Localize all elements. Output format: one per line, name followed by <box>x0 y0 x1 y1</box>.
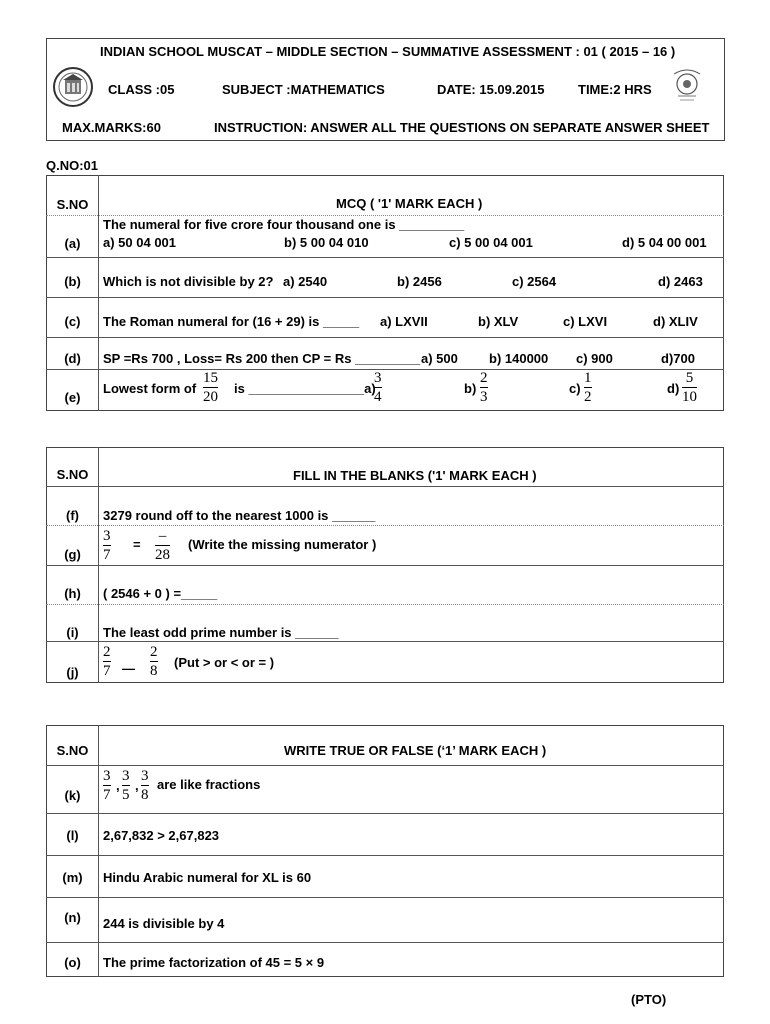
question-label-f: (f) <box>66 508 79 523</box>
question-c-option-d: d) XLIV <box>653 314 698 329</box>
fraction-denominator: 8 <box>150 663 158 679</box>
mcq-sno-header: S.NO <box>56 197 89 212</box>
row-divider <box>46 813 724 814</box>
question-number: Q.NO:01 <box>46 158 99 173</box>
question-label-g: (g) <box>64 547 81 562</box>
question-a-option-c: c) 5 00 04 001 <box>449 235 533 250</box>
fraction-numerator: 3 <box>374 370 382 386</box>
fraction-numerator: – <box>158 528 167 544</box>
question-e-option-d-label: d) <box>667 381 680 396</box>
question-d-option-a: a) 500 <box>421 351 458 366</box>
tf-title: WRITE TRUE OR FALSE (‘1’ MARK EACH ) <box>284 743 547 758</box>
fraction-separator: , <box>135 778 139 793</box>
question-a-text: The numeral for five crore four thousand one is _________ <box>103 217 465 232</box>
fraction-denominator: 28 <box>155 547 170 563</box>
question-label-b: (b) <box>64 274 81 289</box>
question-d-text: SP =Rs 700 , Loss= Rs 200 then CP = Rs _________ <box>103 351 421 366</box>
question-f-text: 3279 round off to the nearest 1000 is ______ <box>103 508 376 523</box>
fraction-denominator: 5 <box>122 787 130 803</box>
row-divider <box>46 257 724 258</box>
row-divider <box>46 525 724 526</box>
question-a-option-b: b) 5 00 04 010 <box>284 235 369 250</box>
fraction-numerator: 3 <box>141 768 149 784</box>
question-label-m: (m) <box>62 870 83 885</box>
question-n-text: 244 is divisible by 4 <box>103 916 225 931</box>
question-k-text: are like fractions <box>157 777 261 792</box>
fill-title: FILL IN THE BLANKS ('1' MARK EACH ) <box>293 468 537 483</box>
question-e-fraction <box>203 370 218 405</box>
mcq-header-divider <box>46 215 724 216</box>
question-label-h: (h) <box>64 586 81 601</box>
question-label-c: (c) <box>64 314 81 329</box>
question-b-option-b: b) 2456 <box>397 274 442 289</box>
fraction-numerator: 2 <box>150 644 158 660</box>
fraction-denominator: 3 <box>480 389 488 405</box>
row-divider <box>46 855 724 856</box>
fraction-denominator: 7 <box>103 547 111 563</box>
question-c-text: The Roman numeral for (16 + 29) is _____ <box>103 314 360 329</box>
pto-label: (PTO) <box>631 992 667 1007</box>
question-k-fraction-3 <box>141 768 149 803</box>
tf-sno-header: S.NO <box>56 743 89 758</box>
row-divider <box>46 641 724 642</box>
question-a-option-a: a) 50 04 001 <box>103 235 177 250</box>
question-e-option-b-label: b) <box>464 381 477 396</box>
question-k-fraction-1 <box>103 768 111 803</box>
question-d-option-c: c) 900 <box>576 351 613 366</box>
equals-sign: = <box>133 537 141 552</box>
subject-label: SUBJECT :MATHEMATICS <box>222 82 385 97</box>
tf-col-divider <box>98 725 99 977</box>
school-title: INDIAN SCHOOL MUSCAT – MIDDLE SECTION – SUMMATIVE ASSESSMENT : 01 ( 2015 – 16 ) <box>100 44 676 59</box>
fraction-numerator: 2 <box>480 370 488 386</box>
time-label: TIME:2 HRS <box>578 82 652 97</box>
fraction-numerator: 1 <box>584 370 592 386</box>
class-label: CLASS :05 <box>108 82 175 97</box>
fraction-denominator: 7 <box>103 663 111 679</box>
question-j-text: (Put > or < or = ) <box>174 655 275 670</box>
question-m-text: Hindu Arabic numeral for XL is 60 <box>103 870 312 885</box>
question-d-option-d: d)700 <box>661 351 695 366</box>
question-e-option-d <box>682 370 697 405</box>
true-false-table <box>46 725 724 977</box>
question-j-right-fraction <box>150 644 158 679</box>
question-label-j: (j) <box>66 665 79 680</box>
fraction-denominator: 20 <box>203 389 218 405</box>
question-label-o: (o) <box>64 955 81 970</box>
question-label-n: (n) <box>64 910 81 925</box>
fraction-separator: , <box>116 778 120 793</box>
question-i-text: The least odd prime number is ______ <box>103 625 339 640</box>
question-g-right-fraction <box>155 528 170 563</box>
question-h-text: ( 2546 + 0 ) =_____ <box>103 586 218 601</box>
question-j-left-fraction <box>103 644 111 679</box>
question-label-e: (e) <box>64 390 81 405</box>
question-g-text: (Write the missing numerator ) <box>188 537 377 552</box>
fraction-numerator: 2 <box>103 644 111 660</box>
question-label-l: (l) <box>66 828 79 843</box>
fraction-denominator: 8 <box>141 787 149 803</box>
question-c-option-c: c) LXVI <box>563 314 608 329</box>
fill-sno-header: S.NO <box>56 467 89 482</box>
mcq-col-divider <box>98 175 99 411</box>
row-divider <box>46 369 724 370</box>
mcq-title: MCQ ( '1' MARK EACH ) <box>336 196 483 211</box>
question-e-option-a <box>374 370 382 405</box>
row-divider <box>46 897 724 898</box>
question-b-option-d: d) 2463 <box>658 274 703 289</box>
tf-header-divider <box>46 765 724 766</box>
question-label-a: (a) <box>64 236 81 251</box>
question-b-text: Which is not divisible by 2? <box>103 274 274 289</box>
question-label-d: (d) <box>64 351 81 366</box>
row-divider <box>46 337 724 338</box>
fraction-numerator: 5 <box>685 370 694 386</box>
fraction-denominator: 4 <box>374 389 382 405</box>
row-divider <box>46 297 724 298</box>
comparison-blank: — <box>122 661 135 676</box>
question-e-text: Lowest form of <box>103 381 197 396</box>
emblem-icon <box>664 66 710 106</box>
question-b-option-c: c) 2564 <box>512 274 557 289</box>
question-c-option-a: a) LXVII <box>380 314 428 329</box>
question-e-option-b <box>480 370 488 405</box>
fraction-numerator: 3 <box>122 768 130 784</box>
question-e-option-c <box>584 370 592 405</box>
question-d-option-b: b) 140000 <box>489 351 549 366</box>
row-divider <box>46 604 724 605</box>
question-label-k: (k) <box>64 788 81 803</box>
row-divider <box>46 565 724 566</box>
fill-header-divider <box>46 486 724 487</box>
instruction-text: INSTRUCTION: ANSWER ALL THE QUESTIONS ON SEPARATE ANSWER SHEET <box>214 120 710 135</box>
school-logo-icon <box>52 66 94 108</box>
question-g-left-fraction <box>103 528 111 563</box>
fraction-numerator: 15 <box>203 370 218 386</box>
question-l-text: 2,67,832 > 2,67,823 <box>103 828 220 843</box>
question-c-option-b: b) XLV <box>478 314 519 329</box>
fraction-numerator: 3 <box>103 528 111 544</box>
question-b-option-a: a) 2540 <box>283 274 328 289</box>
question-o-text: The prime factorization of 45 = 5 × 9 <box>103 955 325 970</box>
fraction-numerator: 3 <box>103 768 111 784</box>
question-a-option-d: d) 5 04 00 001 <box>622 235 707 250</box>
fraction-denominator: 7 <box>103 787 111 803</box>
row-divider <box>46 942 724 943</box>
date-label: DATE: 15.09.2015 <box>437 82 545 97</box>
fraction-denominator: 2 <box>584 389 592 405</box>
question-e-blank: is ________________a) <box>234 381 376 396</box>
max-marks-label: MAX.MARKS:60 <box>62 120 161 135</box>
question-k-fraction-2 <box>122 768 130 803</box>
question-e-option-c-label: c) <box>569 381 581 396</box>
question-label-i: (i) <box>66 625 79 640</box>
fraction-denominator: 10 <box>682 389 697 405</box>
